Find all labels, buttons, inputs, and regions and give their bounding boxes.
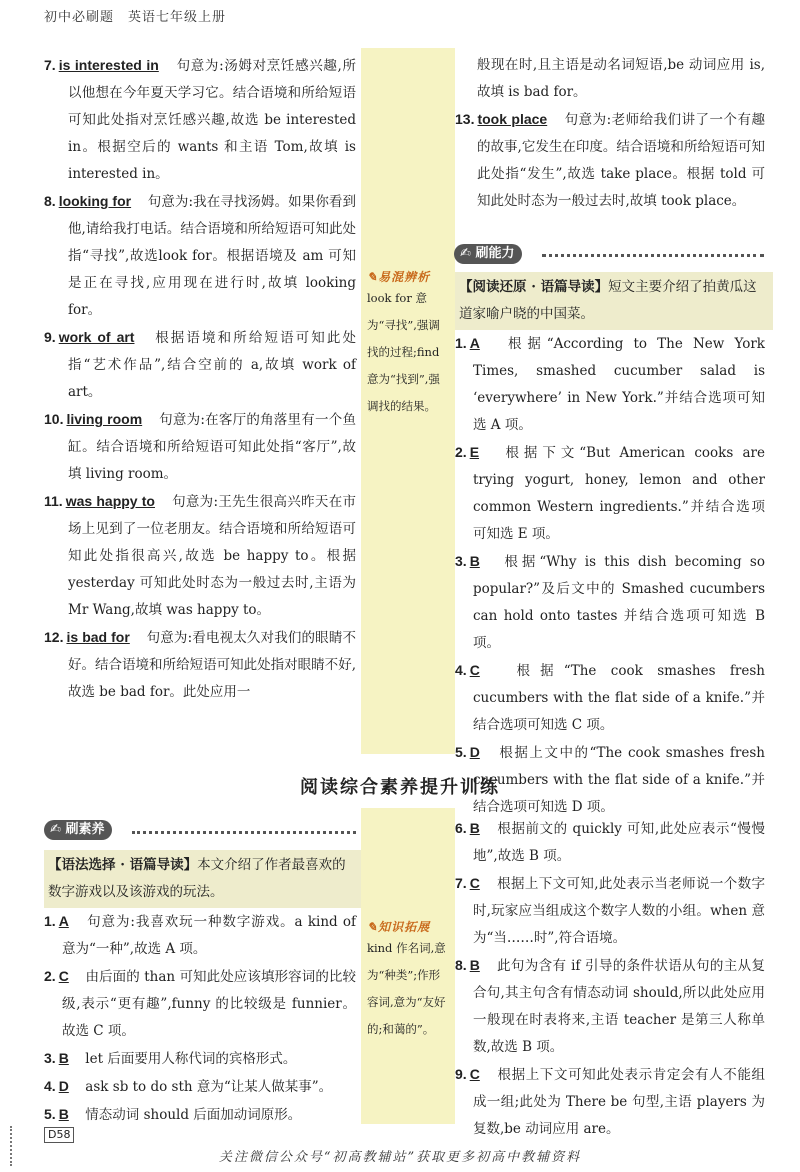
- grammar-answer-3: 3. B let 后面要用人称代词的宾格形式。: [44, 1050, 297, 1067]
- answer-key: took place: [477, 111, 548, 127]
- answer-key: C: [469, 875, 480, 891]
- answer-key: E: [469, 444, 480, 460]
- pencil-icon: ✎: [367, 920, 379, 934]
- tip-title: ✎知识拓展: [367, 920, 431, 934]
- grammar-answers-right: [455, 815, 765, 1143]
- answer-key: B: [469, 957, 480, 973]
- grammar-answer-1: 1. A 句意为:我喜欢玩一种数字游戏。a kind of 意为“一种”,故选 A 项。: [44, 913, 356, 957]
- section-title: 阅读综合素养提升训练: [300, 777, 500, 798]
- page-header: 初中必刷题 英语七年级上册: [44, 10, 227, 25]
- tip-title: ✎易混辨析: [367, 270, 431, 284]
- reading-answer-3: 3. B 根据“Why is this dish becoming so popular?”及后文中的 Smashed cucumbers can hold onto tastes 并结合选项可知选 B 项。: [455, 553, 765, 651]
- answer-key: D: [469, 744, 480, 760]
- grammar-answer-9: 9. C 根据上下文可知此处表示肯定会有人不能组成一组;此处为 There be 句型,主语 players 为复数,be 动词应用 are。: [455, 1066, 765, 1137]
- section-badge-grammar: ✍ 刷素养: [44, 820, 112, 840]
- hand-icon: ✍: [50, 822, 61, 837]
- answer-key: B: [469, 820, 480, 836]
- answer-item-9: 9. work of art 根据语境和所给短语可知此处指“艺术作品”,结合空前的 a,故填 work of art。: [44, 329, 357, 400]
- reading-answers: [455, 330, 765, 821]
- answer-key: work of art: [58, 329, 135, 345]
- hand-icon: ✍: [460, 246, 471, 261]
- answer-key: B: [469, 553, 480, 569]
- answer-12-continued: 般现在时,且主语是动名词短语,be 动词应用 is,故填 is bad for。: [477, 57, 765, 100]
- answer-item-11: 11. was happy to 句意为:王先生很高兴昨天在市场上见到了一位老朋友。结合语境和所给短语可知此处指很高兴,故选 be happy to。根据 yesterday 可知此处时态为一般过去时,主语为 Mr Wang,故填 was happy to。: [44, 493, 356, 618]
- answer-key: is interested in: [58, 57, 159, 73]
- tip-text: look for 意为“寻找”,强调找的过程;find 意为“找到”,强调找的结果。: [367, 291, 440, 413]
- answer-item-8: 8. looking for 句意为:我在寻找汤姆。如果你看到他,请给我打电话。结合语境和所给短语可知此处指“寻找”,故选look for。根据语境及 am 可知是正在寻找,应用现在进行时,故填 looking for。: [44, 193, 356, 318]
- tip-box-confusables: [361, 48, 455, 754]
- reading-answer-2: 2. E 根据下文“But American cooks are trying yogurt, honey, lemon and other common Western ingredients.”并结合选项可知选 E 项。: [455, 444, 765, 542]
- grammar-answer-7: 7. C 根据上下文可知,此处表示当老师说一个数字时,玩家应当组成这个数字人数的小组。when 意为“当……时”,符合语境。: [455, 875, 765, 946]
- answer-key: A: [469, 335, 480, 351]
- answer-key: B: [58, 1106, 69, 1122]
- grammar-intro: 【语法选择 · 语篇导读】本文介绍了作者最喜欢的数字游戏以及该游戏的玩法。: [44, 850, 362, 908]
- answer-item-12: 12. is bad for 句意为:看电视太久对我们的眼睛不好。结合语境和所给短语可知此处指对眼睛不好,故选 be bad for。此处应用一: [44, 629, 356, 700]
- page-number: D58: [44, 1127, 74, 1143]
- answer-key: C: [469, 1066, 480, 1082]
- answer-item-7: 7. is interested in 句意为:汤姆对烹饪感兴趣,所以他想在今年夏天学习它。结合语境和所给短语可知此处指对烹饪感兴趣,故选 be interested in。根据空后的 wants 和主语 Tom,故填 is interested in。: [44, 57, 356, 182]
- footer-notice: 关注微信公众号“初高教辅站”获取更多初高中教辅资料: [218, 1150, 582, 1165]
- reading-answer-4: 4. C 根据“The cook smashes fresh cucumbers with the flat side of a knife.”并结合选项可知选 C 项。: [455, 662, 765, 733]
- vocab-answers-left: [44, 52, 356, 706]
- answer-key: C: [58, 968, 69, 984]
- reading-intro: 【阅读还原 · 语篇导读】短文主要介绍了拍黄瓜这道家喻户晓的中国菜。: [455, 272, 773, 330]
- dotted-divider: [132, 831, 356, 834]
- tip-box-knowledge: [361, 808, 455, 1124]
- answer-item-13: 13. took place 句意为:老师给我们讲了一个有趣的故事,它发生在印度。结合语境和所给短语可知此处指“发生”,故选 take place。根据 told 可知此处时态为一般过去时,故填 took place。: [455, 111, 765, 209]
- grammar-answer-4: 4. D ask sb to do sth 意为“让某人做某事”。: [44, 1078, 333, 1095]
- answer-key: A: [58, 913, 69, 929]
- grammar-answers-left: [44, 908, 356, 1129]
- grammar-answer-8: 8. B 此句为含有 if 引导的条件状语从句的主从复合句,其主句含有情态动词 should,所以此处应用一般现在时表将来,主语 teacher 是第三人称单数,故选 B 项。: [455, 957, 765, 1055]
- grammar-answer-5: 5. B 情态动词 should 后面加动词原形。: [44, 1106, 302, 1123]
- answer-key: was happy to: [65, 493, 155, 509]
- reading-answer-5: 5. D 根据上文中的“The cook smashes fresh cucumbers with the flat side of a knife.”并结合选项可知选 D 项。: [455, 744, 765, 815]
- answer-key: D: [58, 1078, 69, 1094]
- answer-key: is bad for: [66, 629, 130, 645]
- answer-key: looking for: [58, 193, 132, 209]
- vocab-answers-right: [455, 52, 765, 215]
- grammar-answer-2: 2. C 由后面的 than 可知此处应该填形容词的比较级,表示“更有趣”,funny 的比较级是 funnier。故选 C 项。: [44, 968, 356, 1039]
- answer-key: B: [58, 1050, 69, 1066]
- pencil-icon: ✎: [367, 270, 379, 284]
- answer-key: C: [469, 662, 480, 678]
- dotted-divider: [542, 254, 764, 257]
- reading-answer-1: 1. A 根据“According to The New York Times, smashed cucumber salad is ‘everywhere’ in New York.”并结合选项可知选 A 项。: [455, 335, 765, 433]
- tip-text: kind 作名词,意为“种类”;作形容词,意为“友好的;和蔼的”。: [367, 941, 446, 1036]
- answer-item-10: 10. living room 句意为:在客厅的角落里有一个鱼缸。结合语境和所给短语可知此处指“客厅”,故填 living room。: [44, 411, 356, 482]
- grammar-answer-6: 6. B 根据前文的 quickly 可知,此处应表示“慢慢地”,故选 B 项。: [455, 820, 765, 864]
- answer-key: living room: [66, 411, 143, 427]
- section-badge-reading: ✍ 刷能力: [454, 244, 522, 264]
